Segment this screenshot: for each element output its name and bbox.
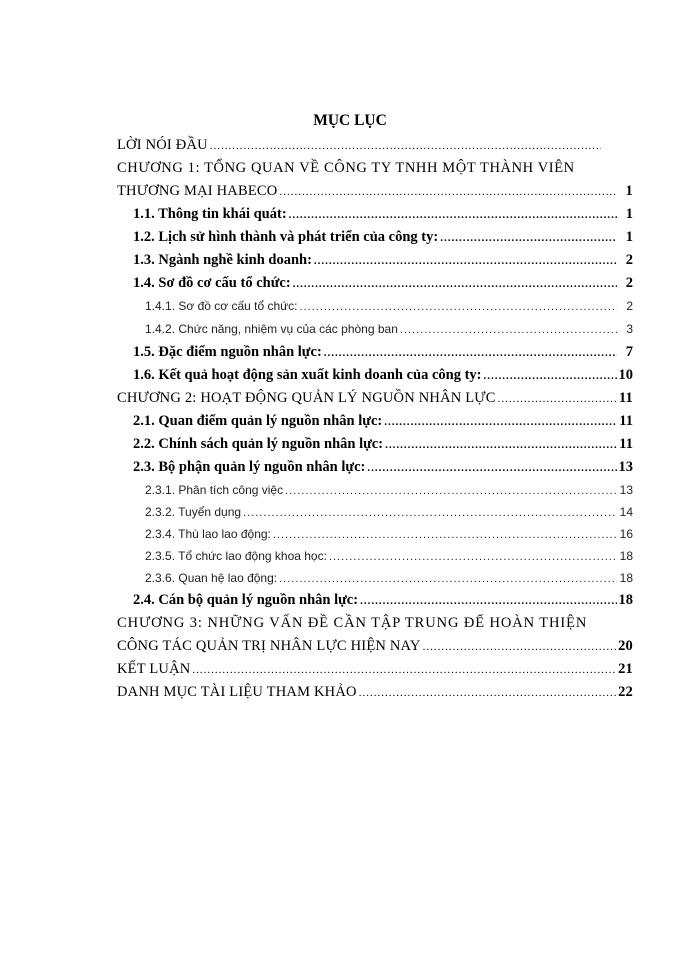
toc-entry-chapter-1-line-1: CHƯƠNG 1: TỔNG QUAN VỀ CÔNG TY TNHH MỘT THÀNH VIÊN — [117, 160, 575, 176]
toc-entry-2-3: 2.3. Bộ phận quản lý nguồn nhân lực: ..... 13 — [133, 456, 633, 478]
toc-entry-2-3-6: 2.3.6. Quan hệ lao động: ..... 18 — [145, 567, 633, 589]
toc-entry-2-3-2: 2.3.2. Tuyển dụng ..... 14 — [145, 501, 633, 523]
toc-entry-1-1: 1.1. Thông tin khái quát: ..... 1 — [133, 203, 633, 225]
toc-entry-1-5: 1.5. Đặc điểm nguồn nhân lực: ..... 7 — [133, 341, 633, 363]
toc-entry-2-1: 2.1. Quan điểm quản lý nguồn nhân lực: ..... 11 — [133, 410, 633, 432]
toc-entry-1-4-2: 1.4.2. Chức năng, nhiệm vụ của các phòng ban ..... 3 — [145, 318, 633, 340]
toc-entry-1-3: 1.3. Ngành nghề kinh doanh: ..... 2 — [133, 249, 633, 271]
toc-entry-2-3-5: 2.3.5. Tổ chức lao động khoa học: ..... 18 — [145, 545, 633, 567]
toc-entry-1-4: 1.4. Sơ đồ cơ cấu tổ chức: ..... 2 — [133, 272, 633, 294]
page-title: MỤC LỤC — [313, 112, 387, 129]
toc-entry-preface: LỜI NÓI ĐẦU ..... — [117, 134, 617, 156]
toc-entry-2-3-4: 2.3.4. Thù lao lao động: ..... 16 — [145, 523, 633, 545]
toc-entry-1-2: 1.2. Lịch sử hình thành và phát triển của công ty: ..... 1 — [133, 226, 633, 248]
toc-entry-chapter-1: THƯƠNG MẠI HABECO ..... 1 — [117, 180, 633, 202]
toc-entry-chapter-3-line-1: CHƯƠNG 3: NHỮNG VẤN ĐỀ CẦN TẬP TRUNG ĐỂ HOÀN THIỆN — [117, 615, 588, 631]
toc-entry-2-2: 2.2. Chính sách quản lý nguồn nhân lực: ..... 11 — [133, 433, 633, 455]
toc-entry-references: DANH MỤC TÀI LIỆU THAM KHẢO ..... 22 — [117, 681, 633, 703]
toc-entry-chapter-2: CHƯƠNG 2: HOẠT ĐỘNG QUẢN LÝ NGUỒN NHÂN LỰC ..... 11 — [117, 387, 633, 409]
toc-entry-chapter-3: CÔNG TÁC QUẢN TRỊ NHÂN LỰC HIỆN NAY ..... 20 — [117, 635, 633, 657]
toc-entry-1-4-1: 1.4.1. Sơ đồ cơ cấu tổ chức: ..... 2 — [145, 295, 633, 317]
toc-entry-2-4: 2.4. Cán bộ quản lý nguồn nhân lực: ..... 18 — [133, 589, 633, 611]
toc-entry-conclusion: KẾT LUẬN ..... 21 — [117, 658, 633, 680]
toc-entry-1-6: 1.6. Kết quả hoạt động sản xuất kinh doanh của công ty: ..... 10 — [133, 364, 633, 386]
toc-entry-2-3-1: 2.3.1. Phân tích công việc ..... 13 — [145, 479, 633, 501]
